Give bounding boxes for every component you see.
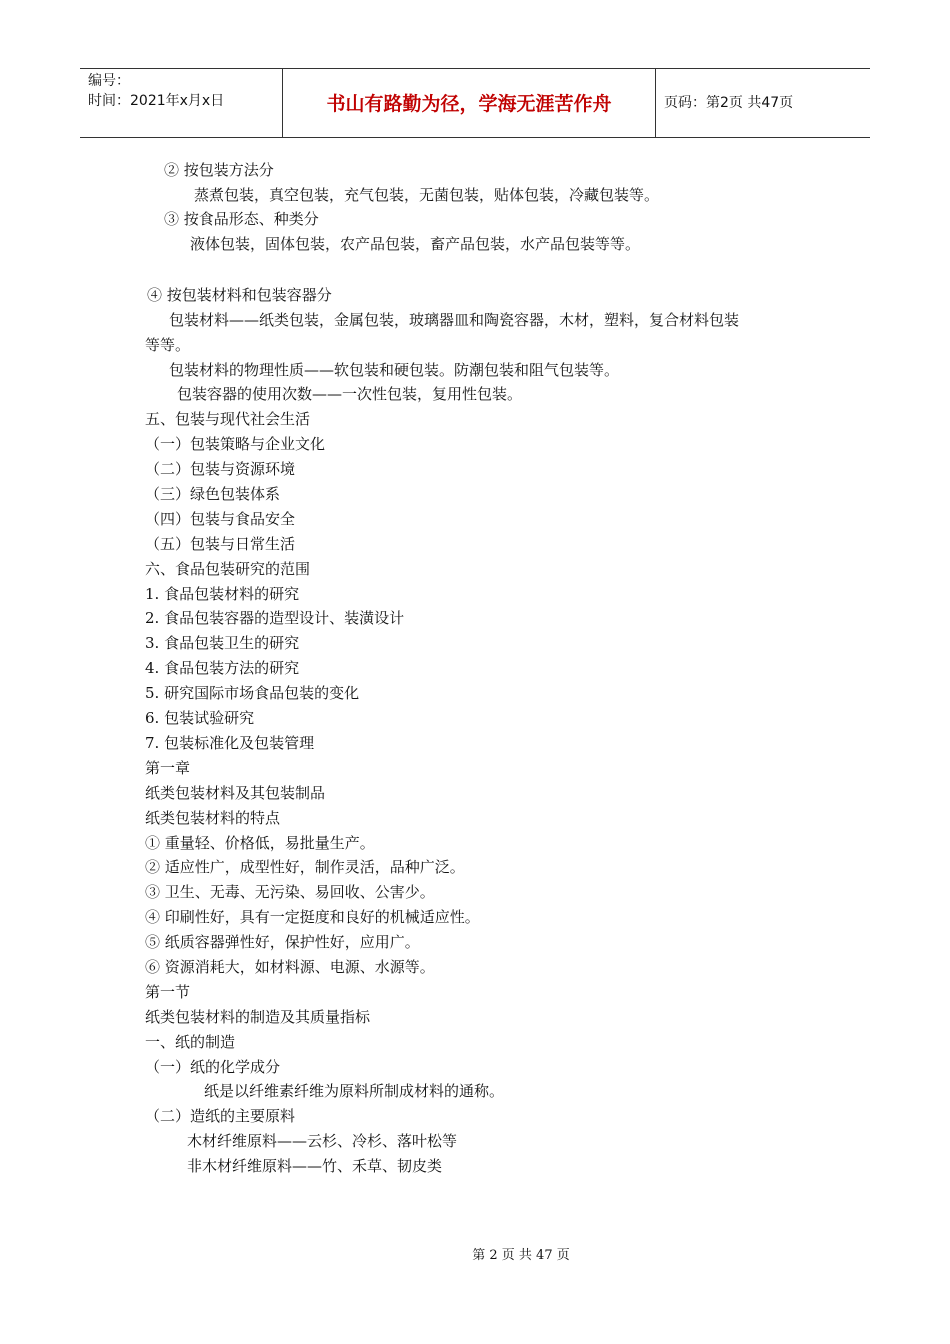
section-heading: 五、包装与现代社会生活 (145, 410, 311, 428)
body-line: 一、纸的制造 (145, 1033, 236, 1051)
body-line: ② 按包装方法分 (164, 161, 274, 179)
body-line: 包装材料的物理性质——软包装和硬包装。防潮包装和阻气包装等。 (169, 361, 620, 379)
body-line: 包装材料——纸类包装，金属包装，玻璃器皿和陶瓷容器，木材，塑料，复合材料包装 (169, 311, 740, 329)
body-line: 木材纤维原料——云杉、冷杉、落叶松等 (187, 1132, 458, 1150)
body-line: （二）包装与资源环境 (145, 460, 296, 478)
header-page-cell (656, 69, 870, 137)
body-line: 液体包装，固体包装，农产品包装，畜产品包装，水产品包装等等。 (190, 235, 641, 253)
list-item: 3. 食品包装卫生的研究 (145, 634, 300, 652)
body-line: 纸是以纤维素纤维为原料所制成材料的通称。 (204, 1082, 505, 1100)
body-line: ③ 按食品形态、种类分 (164, 210, 319, 228)
motto-text: 书山有路勤为径，学海无涯苦作舟 (326, 93, 612, 115)
body-line: 纸类包装材料的特点 (145, 809, 281, 827)
body-line: （一）纸的化学成分 (145, 1058, 281, 1076)
header-table (80, 68, 870, 138)
section-title: 纸类包装材料的制造及其质量指标 (145, 1008, 371, 1026)
section-heading: 六、食品包装研究的范围 (145, 560, 311, 578)
list-item: ① 重量轻、价格低，易批量生产。 (145, 834, 375, 852)
header-motto-cell (283, 69, 656, 137)
document-number: 编号： (88, 73, 130, 89)
body-line: 非木材纤维原料——竹、禾草、韧皮类 (187, 1157, 443, 1175)
list-item: ② 适应性广，成型性好，制作灵活，品种广泛。 (145, 858, 465, 876)
list-item: 6. 包装试验研究 (145, 709, 255, 727)
body-line: （三）绿色包装体系 (145, 485, 281, 503)
list-item: 5. 研究国际市场食品包装的变化 (145, 684, 360, 702)
chapter-title: 纸类包装材料及其包装制品 (145, 784, 326, 802)
list-item: 4. 食品包装方法的研究 (145, 659, 300, 677)
list-item: ⑥ 资源消耗大，如材料源、电源、水源等。 (145, 958, 435, 976)
list-item: 7. 包装标准化及包装管理 (145, 734, 315, 752)
body-line: （二）造纸的主要原料 (145, 1107, 296, 1125)
body-line: 包装容器的使用次数——一次性包装，复用性包装。 (177, 385, 523, 403)
section-heading: 第一节 (145, 983, 191, 1001)
page-footer: 第 2 页 共 47 页 (472, 1248, 570, 1263)
document-time: 时间：2021年x月x日 (88, 93, 225, 109)
body-line: ④ 按包装材料和包装容器分 (147, 286, 332, 304)
header-info-cell (80, 69, 283, 137)
list-item: ④ 印刷性好，具有一定挺度和良好的机械适应性。 (145, 908, 480, 926)
body-line: （四）包装与食品安全 (145, 510, 296, 528)
list-item: ③ 卫生、无毒、无污染、易回收、公害少。 (145, 883, 435, 901)
list-item: ⑤ 纸质容器弹性好，保护性好，应用广。 (145, 933, 420, 951)
body-line: 等等。 (145, 336, 191, 354)
header-page-number: 页码：第2页 共47页 (664, 95, 794, 111)
body-line: 蒸煮包装，真空包装，充气包装，无菌包装，贴体包装，冷藏包装等。 (194, 186, 660, 204)
chapter-heading: 第一章 (145, 759, 191, 777)
body-line: （五）包装与日常生活 (145, 535, 296, 553)
list-item: 2. 食品包装容器的造型设计、装潢设计 (145, 609, 405, 627)
body-line: （一）包装策略与企业文化 (145, 435, 326, 453)
list-item: 1. 食品包装材料的研究 (145, 585, 300, 603)
